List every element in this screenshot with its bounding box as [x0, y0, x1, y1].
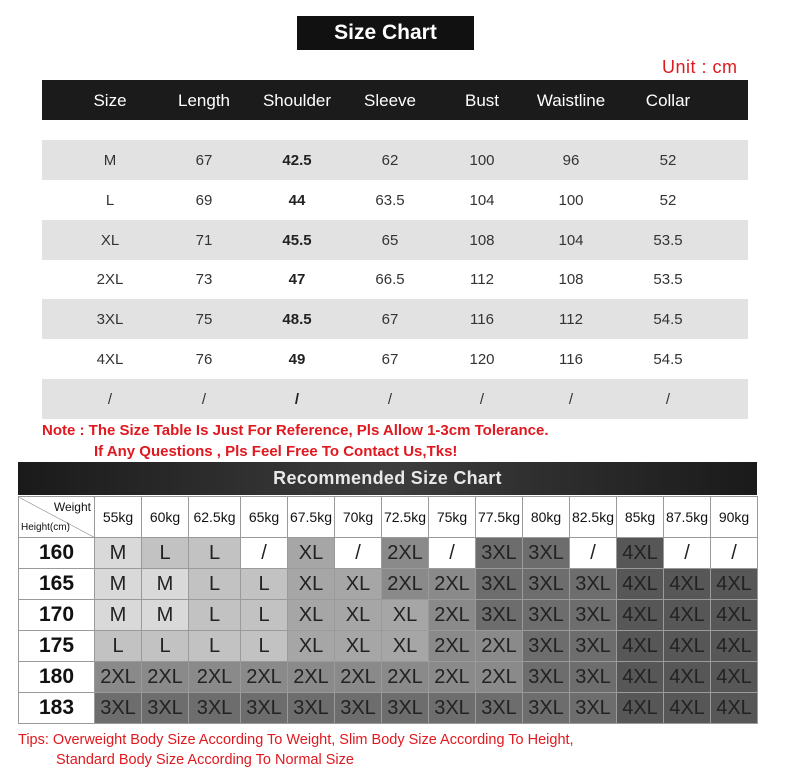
size-cell: 52 — [659, 152, 677, 169]
recommended-size-cell: M — [142, 569, 189, 600]
recommended-size-cell: 4XL — [664, 693, 711, 724]
tips-line-2: Standard Body Size According To Normal Size — [56, 752, 354, 768]
height-value: 183 — [19, 693, 95, 724]
size-cell: 67 — [195, 152, 213, 169]
recommended-size-cell: / — [570, 538, 617, 569]
recommended-size-cell: 2XL — [429, 569, 476, 600]
recommended-size-cell: 3XL — [476, 538, 523, 569]
tips — [18, 730, 574, 770]
recommended-size-table — [18, 496, 758, 724]
size-cell: 42.5 — [282, 152, 312, 169]
recommended-size-cell: 3XL — [523, 693, 570, 724]
weight-header: 72.5kg — [382, 497, 429, 538]
size-cell: 47 — [288, 271, 306, 288]
weight-header: 87.5kg — [664, 497, 711, 538]
size-cell: 3XL — [96, 311, 124, 328]
recommended-size-cell: 4XL — [711, 693, 758, 724]
size-row — [42, 379, 748, 419]
size-header-bust: Bust — [464, 91, 500, 110]
recommended-size-cell: 3XL — [523, 569, 570, 600]
recommended-row — [19, 569, 758, 600]
recommended-size-cell: 3XL — [382, 693, 429, 724]
recommended-size-cell: 3XL — [288, 693, 335, 724]
height-value: 180 — [19, 662, 95, 693]
size-cell: 4XL — [96, 351, 124, 368]
recommended-size-cell: 4XL — [711, 600, 758, 631]
recommended-size-cell: XL — [335, 600, 382, 631]
recommended-size-cell: 2XL — [95, 662, 142, 693]
recommended-size-cell: 3XL — [429, 693, 476, 724]
size-row — [42, 259, 748, 299]
recommended-size-cell: 2XL — [429, 600, 476, 631]
weight-height-corner — [19, 497, 95, 538]
recommended-size-cell: 3XL — [476, 693, 523, 724]
recommended-size-chart-title: Recommended Size Chart — [18, 462, 757, 495]
recommended-size-cell: M — [95, 538, 142, 569]
recommended-size-cell: L — [189, 538, 241, 569]
size-cell: 75 — [195, 311, 213, 328]
recommended-size-cell: 4XL — [664, 600, 711, 631]
size-cell: / — [107, 391, 113, 408]
recommended-size-cell: L — [189, 569, 241, 600]
recommended-size-cell: 3XL — [523, 631, 570, 662]
recommended-size-cell: M — [95, 569, 142, 600]
size-cell: 112 — [559, 311, 583, 328]
size-cell: 76 — [195, 351, 213, 368]
recommended-size-cell: L — [95, 631, 142, 662]
recommended-row — [19, 662, 758, 693]
unit-label: Unit : cm — [662, 57, 738, 77]
recommended-size-cell: 4XL — [617, 569, 664, 600]
recommended-size-cell: XL — [335, 569, 382, 600]
page-title: Size Chart — [297, 16, 474, 50]
size-header-sleeve: Sleeve — [364, 91, 416, 110]
weight-header: 77.5kg — [476, 497, 523, 538]
size-cell: 53.5 — [653, 271, 683, 288]
recommended-size-cell: 2XL — [382, 569, 429, 600]
weight-header: 70kg — [335, 497, 382, 538]
size-cell: 116 — [470, 311, 494, 328]
size-cell: / — [387, 391, 393, 408]
recommended-size-cell: 4XL — [664, 662, 711, 693]
recommended-size-cell: 4XL — [617, 693, 664, 724]
weight-header: 85kg — [617, 497, 664, 538]
recommended-size-cell: L — [241, 631, 288, 662]
height-value: 165 — [19, 569, 95, 600]
recommended-size-cell: 3XL — [142, 693, 189, 724]
recommended-size-cell: L — [241, 569, 288, 600]
size-cell: 108 — [558, 271, 584, 288]
recommended-size-cell: XL — [288, 631, 335, 662]
size-cell: / — [568, 391, 574, 408]
size-cell: 120 — [469, 351, 495, 368]
recommended-size-cell: 3XL — [570, 569, 617, 600]
recommended-size-cell: 4XL — [617, 631, 664, 662]
note-line-1: Note : The Size Table Is Just For Reference, Pls Allow 1-3cm Tolerance. — [42, 422, 549, 439]
recommended-size-cell: 3XL — [241, 693, 288, 724]
size-cell: 45.5 — [282, 232, 312, 249]
size-header-collar: Collar — [645, 91, 691, 110]
recommended-size-cell: L — [142, 538, 189, 569]
recommended-size-cell: 3XL — [476, 600, 523, 631]
size-cell: 49 — [288, 351, 306, 368]
recommended-size-cell: 4XL — [711, 569, 758, 600]
size-cell: L — [105, 192, 115, 209]
weight-header: 65kg — [241, 497, 288, 538]
recommended-size-cell: 2XL — [476, 662, 523, 693]
recommended-size-cell: / — [241, 538, 288, 569]
recommended-size-cell: 3XL — [95, 693, 142, 724]
weight-header: 60kg — [142, 497, 189, 538]
size-header-length: Length — [178, 91, 230, 110]
size-cell: / — [479, 391, 485, 408]
size-cell: 53.5 — [653, 232, 683, 249]
weight-header: 67.5kg — [288, 497, 335, 538]
recommended-size-cell: 3XL — [335, 693, 382, 724]
recommended-size-cell: 3XL — [570, 631, 617, 662]
recommended-size-cell: L — [241, 600, 288, 631]
recommended-size-cell: 4XL — [664, 631, 711, 662]
weight-header: 80kg — [523, 497, 570, 538]
size-cell: 48.5 — [282, 311, 312, 328]
recommended-size-cell: 3XL — [189, 693, 241, 724]
size-table-header — [42, 80, 748, 120]
recommended-size-cell: 2XL — [142, 662, 189, 693]
size-row — [42, 140, 748, 180]
size-cell: 116 — [559, 351, 583, 368]
recommended-size-cell: M — [142, 600, 189, 631]
size-cell: 104 — [469, 192, 495, 209]
size-header-shoulder: Shoulder — [262, 91, 332, 110]
size-cell: / — [294, 391, 300, 408]
recommended-size-cell: L — [142, 631, 189, 662]
recommended-row — [19, 693, 758, 724]
recommended-size-cell: 2XL — [189, 662, 241, 693]
size-cell: 69 — [195, 192, 213, 209]
recommended-row — [19, 631, 758, 662]
recommended-size-cell: XL — [382, 631, 429, 662]
recommended-size-cell: 4XL — [617, 538, 664, 569]
recommended-size-cell: / — [664, 538, 711, 569]
recommended-size-cell: 4XL — [664, 569, 711, 600]
recommended-size-cell: XL — [335, 631, 382, 662]
weight-header: 55kg — [95, 497, 142, 538]
size-cell: 52 — [659, 192, 677, 209]
size-cell: 2XL — [96, 271, 124, 288]
recommended-size-cell: 2XL — [429, 662, 476, 693]
size-row — [42, 339, 748, 379]
size-cell: 67 — [381, 311, 399, 328]
size-cell: XL — [100, 232, 120, 249]
height-value: 175 — [19, 631, 95, 662]
size-cell: 65 — [381, 232, 399, 249]
recommended-size-cell: 4XL — [711, 662, 758, 693]
size-header-size: Size — [93, 91, 127, 110]
size-cell: 100 — [558, 192, 584, 209]
recommended-size-cell: / — [335, 538, 382, 569]
size-cell: 100 — [469, 152, 495, 169]
recommended-size-cell: L — [189, 600, 241, 631]
size-cell: 62 — [381, 152, 399, 169]
size-cell: 66.5 — [375, 271, 405, 288]
recommended-size-cell: 2XL — [288, 662, 335, 693]
recommended-size-cell: 4XL — [617, 662, 664, 693]
size-header-waistline: Waistline — [536, 91, 606, 110]
weight-header: 90kg — [711, 497, 758, 538]
size-cell: 63.5 — [375, 192, 405, 209]
size-row — [42, 180, 748, 220]
note-line-2: If Any Questions , Pls Feel Free To Contact Us,Tks! — [94, 443, 458, 460]
recommended-size-cell: M — [95, 600, 142, 631]
recommended-size-cell: XL — [288, 569, 335, 600]
size-cell: 44 — [288, 192, 306, 209]
recommended-size-cell: L — [189, 631, 241, 662]
size-cell: 71 — [195, 232, 213, 249]
weight-header: 82.5kg — [570, 497, 617, 538]
recommended-size-cell: / — [429, 538, 476, 569]
size-row — [42, 220, 748, 260]
size-cell: 112 — [470, 271, 494, 288]
size-cell: 73 — [195, 271, 213, 288]
size-cell: 108 — [469, 232, 495, 249]
size-cell: M — [103, 152, 117, 169]
recommended-size-cell: 3XL — [570, 662, 617, 693]
weight-label: Weight — [53, 500, 91, 514]
tips-line-1: Tips: Overweight Body Size According To Weight, Slim Body Size According To Height, — [18, 732, 574, 748]
weight-header: 75kg — [429, 497, 476, 538]
recommended-size-cell: / — [711, 538, 758, 569]
size-row — [42, 299, 748, 339]
recommended-row — [19, 538, 758, 569]
height-value: 160 — [19, 538, 95, 569]
size-cell: / — [201, 391, 207, 408]
recommended-size-cell: 3XL — [570, 693, 617, 724]
recommended-size-cell: XL — [382, 600, 429, 631]
recommended-size-cell: 2XL — [476, 631, 523, 662]
tolerance-note — [42, 420, 549, 462]
recommended-row — [19, 600, 758, 631]
size-cell: 54.5 — [653, 351, 683, 368]
recommended-size-cell: XL — [288, 600, 335, 631]
recommended-size-cell: 4XL — [617, 600, 664, 631]
recommended-size-cell: 3XL — [523, 662, 570, 693]
recommended-size-cell: 2XL — [382, 538, 429, 569]
recommended-size-cell: 2XL — [241, 662, 288, 693]
recommended-size-cell: 2XL — [429, 631, 476, 662]
size-cell: 54.5 — [653, 311, 683, 328]
recommended-size-cell: 3XL — [570, 600, 617, 631]
recommended-size-cell: 3XL — [523, 538, 570, 569]
recommended-size-cell: 2XL — [382, 662, 429, 693]
recommended-size-cell: XL — [288, 538, 335, 569]
height-value: 170 — [19, 600, 95, 631]
recommended-size-cell: 3XL — [523, 600, 570, 631]
size-cell: 104 — [558, 232, 584, 249]
weight-header: 62.5kg — [189, 497, 241, 538]
size-cell: 96 — [562, 152, 580, 169]
size-cell: 67 — [381, 351, 399, 368]
recommended-size-cell: 3XL — [476, 569, 523, 600]
height-label: Height(cm) — [21, 522, 70, 533]
size-cell: / — [665, 391, 671, 408]
recommended-size-cell: 2XL — [335, 662, 382, 693]
recommended-size-cell: 4XL — [711, 631, 758, 662]
